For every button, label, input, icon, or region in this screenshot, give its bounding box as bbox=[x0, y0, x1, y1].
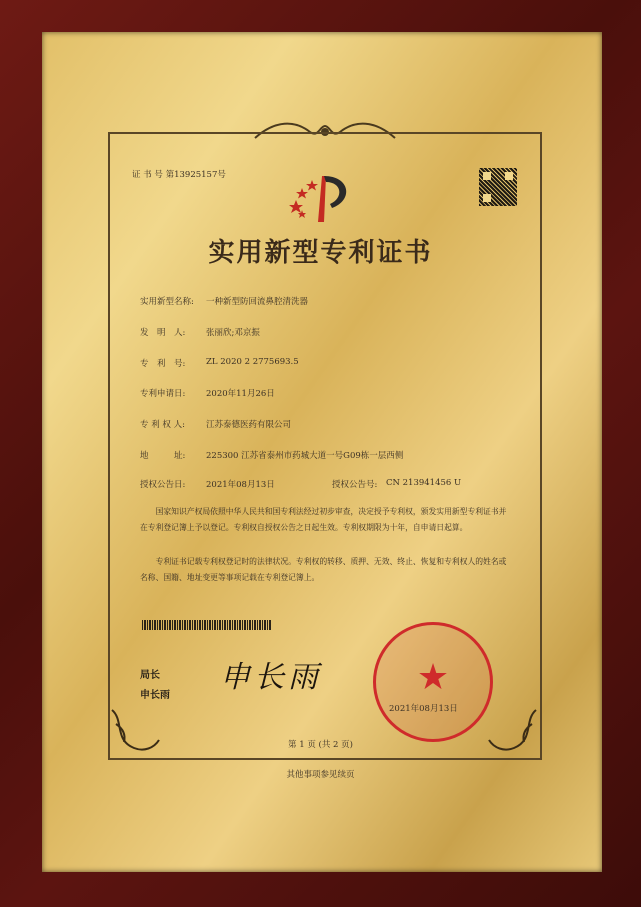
patent-office-logo bbox=[288, 170, 356, 224]
field-value-address: 225300 江苏省泰州市药城大道一号G09栋一层西侧 bbox=[206, 451, 404, 461]
field-value-inventor: 张丽欣;邓京振 bbox=[206, 328, 260, 338]
director-title: 局长 bbox=[140, 670, 160, 681]
field-value-name: 一种新型防回流鼻腔清洗器 bbox=[206, 297, 309, 307]
official-seal bbox=[373, 622, 493, 742]
grant-paragraph: 国家知识产权局依照中华人民共和国专利法经过初步审查，决定授予专利权，颁发实用新型专利证书并在专利登记簿上予以登记。专利权自授权公告之日起生效。专利权期限为十年，自申请日起算。 bbox=[140, 507, 507, 532]
field-label-address: 地 址: bbox=[140, 451, 186, 461]
field-label-patentee: 专 利 权 人: bbox=[140, 420, 185, 430]
director-name: 申长雨 bbox=[140, 690, 170, 701]
announce-date-value: 2021年08月13日 bbox=[206, 480, 275, 490]
field-value-patent-no: ZL 2020 2 2775693.5 bbox=[206, 357, 299, 367]
director-signature: 申长雨 bbox=[220, 660, 322, 695]
field-label-filing-date: 专利申请日: bbox=[140, 389, 186, 399]
announce-date-label: 授权公告日: bbox=[140, 480, 186, 490]
page-indicator: 第 1 页 (共 2 页) bbox=[288, 740, 353, 750]
field-label-inventor: 发 明 人: bbox=[140, 328, 186, 338]
certificate-number: 证 书 号 第13925157号 bbox=[132, 170, 226, 180]
field-label-patent-no: 专 利 号: bbox=[140, 359, 186, 369]
barcode bbox=[142, 620, 272, 630]
field-label-name: 实用新型名称: bbox=[140, 297, 194, 307]
announce-no-label: 授权公告号: bbox=[332, 480, 378, 490]
field-value-filing-date: 2020年11月26日 bbox=[206, 389, 275, 399]
seal-emblem-icon: ★ bbox=[416, 657, 450, 698]
certificate-title: 实用新型专利证书 bbox=[208, 238, 433, 268]
footer-note: 其他事项参见续页 bbox=[286, 770, 355, 780]
announce-no-value: CN 213941456 U bbox=[386, 478, 462, 488]
record-paragraph: 专利证书记载专利权登记时的法律状况。专利权的转移、质押、无效、终止、恢复和专利权人的姓名或名称、国籍、地址变更等事项记载在专利登记簿上。 bbox=[140, 557, 507, 582]
field-value-patentee: 江苏泰德医药有限公司 bbox=[206, 420, 292, 430]
seal-date: 2021年08月13日 bbox=[389, 704, 458, 714]
qr-code[interactable] bbox=[479, 168, 517, 206]
